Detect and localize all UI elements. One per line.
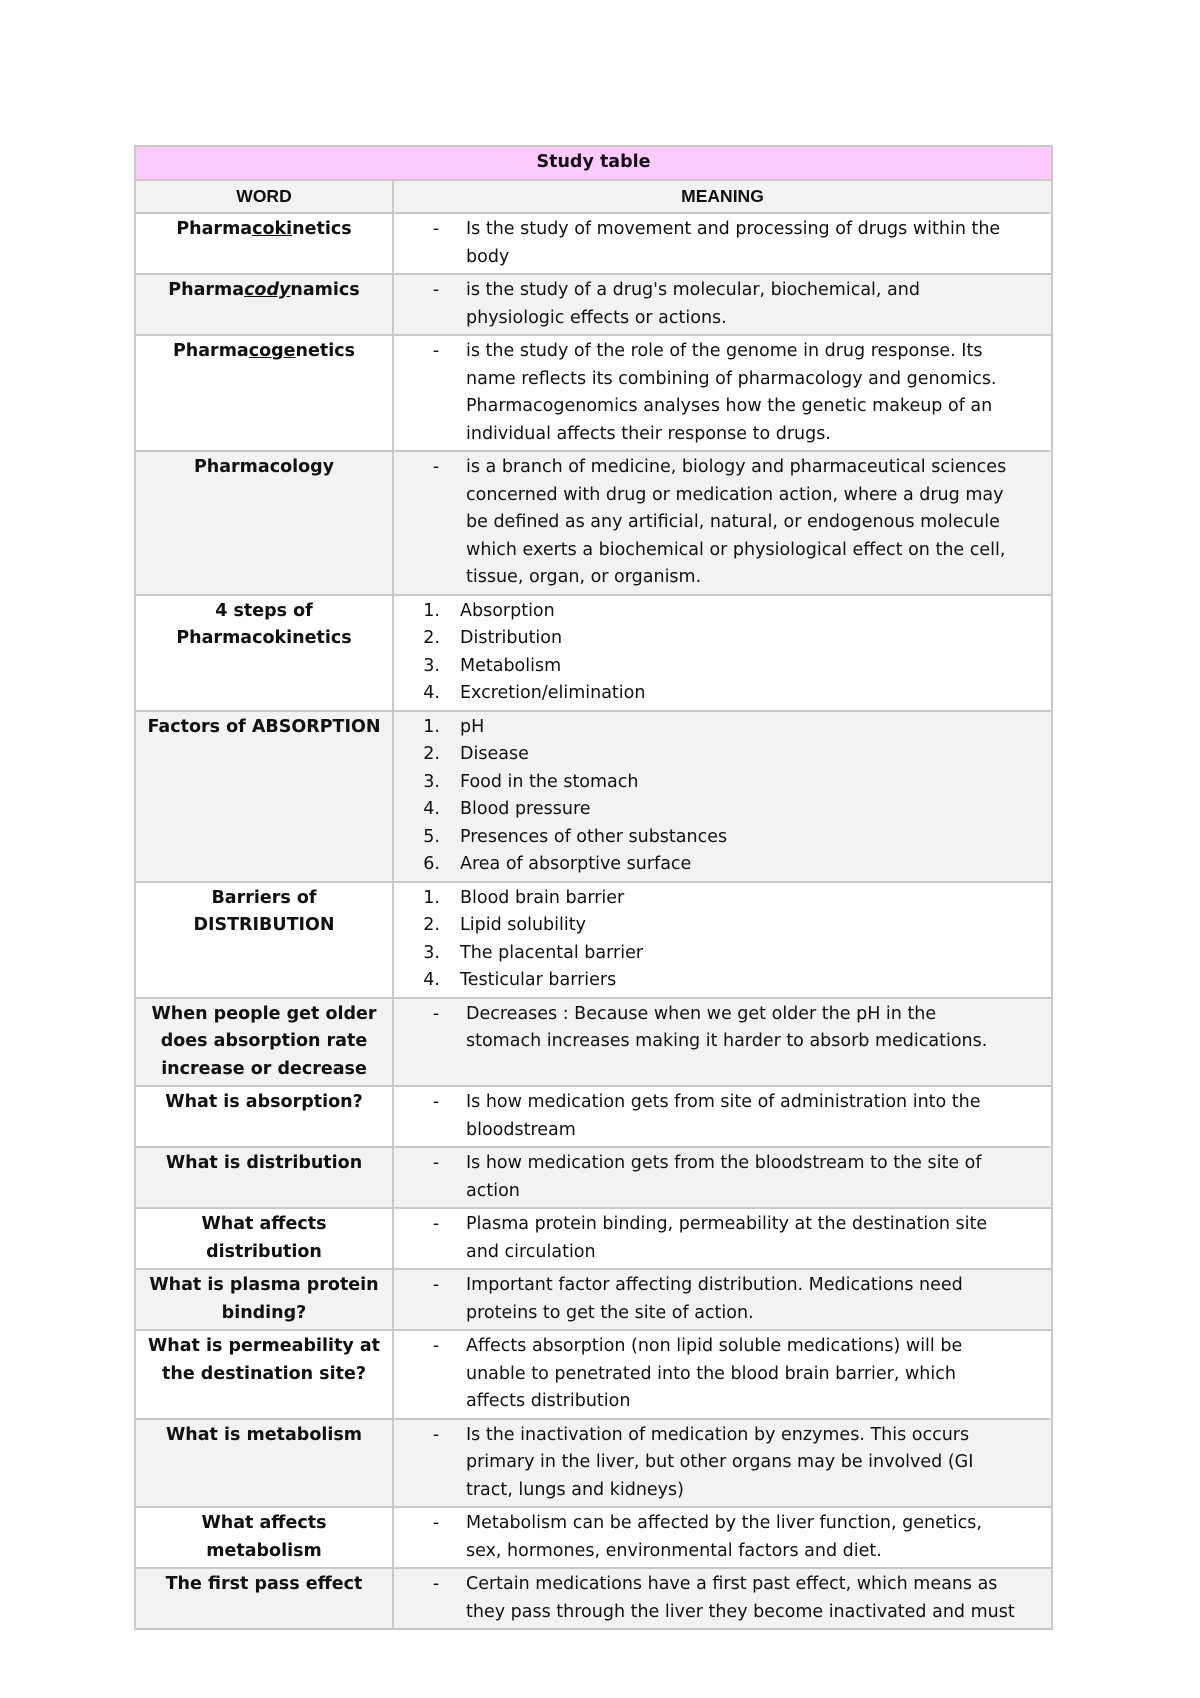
meaning-text: is the study of the role of the genome in drug response. Its name reflects its combining of pharmacology and genomics. Pharmacogenomics analyses how the genetic makeup of an individual affects their response to drugs. bbox=[466, 341, 997, 444]
table-row bbox=[135, 595, 1052, 711]
list-item bbox=[400, 741, 1045, 769]
list-number: 1. bbox=[423, 716, 440, 737]
term-cell bbox=[135, 595, 393, 711]
list-number: 3. bbox=[423, 942, 440, 963]
meaning-cell bbox=[393, 1147, 1052, 1208]
dash-marker: - bbox=[432, 280, 440, 300]
term-text: What is metabolism bbox=[165, 1424, 362, 1445]
list-item-text: The placental barrier bbox=[460, 942, 644, 963]
dash-marker: - bbox=[432, 1336, 440, 1356]
table-row bbox=[135, 1507, 1052, 1568]
meaning-cell bbox=[393, 213, 1052, 274]
table-row bbox=[135, 1568, 1052, 1629]
meaning-entry bbox=[400, 1422, 1045, 1505]
list-item bbox=[400, 769, 1045, 797]
meaning-text: Is the study of movement and processing of drugs within the body bbox=[466, 219, 1001, 267]
table-row bbox=[135, 213, 1052, 274]
term-italic-part: cody bbox=[244, 280, 291, 300]
meaning-entry bbox=[400, 454, 1045, 592]
list-item-text: Blood brain barrier bbox=[460, 887, 625, 908]
term-text: When people get older does absorption rate increase or decrease bbox=[151, 1003, 377, 1079]
table-row bbox=[135, 1269, 1052, 1330]
meaning-entry bbox=[400, 1089, 1045, 1144]
term-cell bbox=[135, 1269, 393, 1330]
list-item bbox=[400, 851, 1045, 879]
list-number: 4. bbox=[423, 799, 440, 819]
list-item-text: Area of absorptive surface bbox=[460, 854, 692, 874]
title-row bbox=[135, 146, 1052, 180]
table-row bbox=[135, 1330, 1052, 1419]
study-table bbox=[134, 145, 1053, 1630]
meaning-text: is a branch of medicine, biology and pharmaceutical sciences concerned with drug or medication action, where a drug may be defined as any artificial, natural, or endogenous molecule which exerts a biochemical or physiological effect on the cell, tissue, organ, or organism. bbox=[466, 457, 1007, 587]
list-item-text: Excretion/elimination bbox=[460, 683, 646, 703]
term-underlined-part bbox=[244, 280, 290, 300]
meaning-entry bbox=[400, 338, 1045, 448]
table-row bbox=[135, 1147, 1052, 1208]
meaning-cell bbox=[393, 595, 1052, 711]
term-text: What is plasma protein binding? bbox=[149, 1275, 379, 1323]
list-item-text: Metabolism bbox=[460, 655, 562, 676]
term-cell bbox=[135, 335, 393, 451]
numbered-list bbox=[400, 714, 1045, 879]
dash-marker: - bbox=[432, 1003, 440, 1024]
term-cell bbox=[135, 1568, 393, 1629]
list-item-text: Food in the stomach bbox=[460, 771, 639, 792]
column-header-word: WORD bbox=[135, 180, 393, 214]
term-text: Factors of ABSORPTION bbox=[147, 716, 381, 737]
table-row bbox=[135, 274, 1052, 335]
term-text: Barriers of DISTRIBUTION bbox=[193, 887, 335, 935]
list-item bbox=[400, 714, 1045, 742]
list-number: 2. bbox=[423, 628, 440, 648]
meaning-text: Metabolism can be affected by the liver function, genetics, sex, hormones, environmental factors and diet. bbox=[466, 1513, 982, 1561]
dash-marker: - bbox=[432, 1153, 440, 1173]
table-row bbox=[135, 1419, 1052, 1508]
header-row bbox=[135, 180, 1052, 214]
meaning-entry bbox=[400, 1150, 1045, 1205]
table-row bbox=[135, 711, 1052, 882]
meaning-entry bbox=[400, 1333, 1045, 1416]
dash-marker: - bbox=[432, 1424, 440, 1445]
term-cell bbox=[135, 1086, 393, 1147]
table-row bbox=[135, 335, 1052, 451]
list-number: 1. bbox=[423, 600, 440, 621]
table-body bbox=[135, 213, 1052, 1629]
list-number: 2. bbox=[423, 744, 440, 764]
list-item bbox=[400, 796, 1045, 824]
meaning-entry bbox=[400, 277, 1045, 332]
term-cell bbox=[135, 711, 393, 882]
meaning-cell bbox=[393, 451, 1052, 595]
meaning-cell bbox=[393, 1507, 1052, 1568]
term-part: Pharma bbox=[176, 219, 253, 239]
term-text: What is absorption? bbox=[165, 1092, 363, 1112]
dash-marker: - bbox=[432, 457, 440, 477]
meaning-text: Is how medication gets from the bloodstream to the site of action bbox=[466, 1153, 982, 1201]
list-item-text: Absorption bbox=[460, 600, 555, 621]
meaning-cell bbox=[393, 274, 1052, 335]
column-header-meaning: MEANING bbox=[393, 180, 1052, 214]
term-part: Pharma bbox=[172, 341, 249, 361]
meaning-text: Plasma protein binding, permeability at the destination site and circulation bbox=[466, 1214, 988, 1262]
list-number: 1. bbox=[423, 887, 440, 908]
list-item-text: Presences of other substances bbox=[460, 826, 728, 847]
meaning-entry bbox=[400, 1001, 1045, 1056]
meaning-text: Is how medication gets from site of administration into the bloodstream bbox=[466, 1092, 981, 1140]
term-cell bbox=[135, 451, 393, 595]
list-item-text: pH bbox=[460, 716, 485, 737]
dash-marker: - bbox=[432, 1214, 440, 1234]
numbered-list bbox=[400, 885, 1045, 995]
list-item bbox=[400, 967, 1045, 995]
term-cell bbox=[135, 1419, 393, 1508]
meaning-cell bbox=[393, 1568, 1052, 1629]
list-number: 3. bbox=[423, 771, 440, 792]
term-text: 4 steps of Pharmacokinetics bbox=[176, 600, 352, 648]
list-item-text: Disease bbox=[460, 744, 529, 764]
meaning-text: is the study of a drug's molecular, biochemical, and physiologic effects or actions. bbox=[466, 280, 920, 328]
meaning-entry bbox=[400, 216, 1045, 271]
table-row bbox=[135, 1208, 1052, 1269]
meaning-cell bbox=[393, 882, 1052, 998]
meaning-cell bbox=[393, 1086, 1052, 1147]
meaning-text: Is the inactivation of medication by enzymes. This occurs primary in the liver, but other organs may be involved (GI tract, lungs and kidneys) bbox=[466, 1424, 974, 1500]
meaning-cell bbox=[393, 1208, 1052, 1269]
meaning-entry bbox=[400, 1272, 1045, 1327]
dash-marker: - bbox=[432, 1513, 440, 1533]
table-row bbox=[135, 451, 1052, 595]
table-title: Study table bbox=[135, 146, 1052, 180]
term-part: netics bbox=[295, 341, 356, 361]
numbered-list bbox=[400, 598, 1045, 708]
meaning-cell bbox=[393, 1330, 1052, 1419]
meaning-cell bbox=[393, 998, 1052, 1087]
list-item bbox=[400, 824, 1045, 852]
list-item bbox=[400, 625, 1045, 653]
meaning-entry bbox=[400, 1571, 1045, 1626]
term-cell bbox=[135, 213, 393, 274]
meaning-entry bbox=[400, 1211, 1045, 1266]
term-part: namics bbox=[290, 280, 360, 300]
term-cell bbox=[135, 274, 393, 335]
term-cell bbox=[135, 1208, 393, 1269]
meaning-entry bbox=[400, 1510, 1045, 1565]
term-cell bbox=[135, 1330, 393, 1419]
list-item bbox=[400, 598, 1045, 626]
list-number: 6. bbox=[423, 854, 440, 874]
list-item bbox=[400, 912, 1045, 940]
list-item-text: Distribution bbox=[460, 628, 563, 648]
term-text: What affects metabolism bbox=[201, 1513, 327, 1561]
term-cell bbox=[135, 1507, 393, 1568]
term-underlined-part: coki bbox=[252, 219, 293, 239]
term-text: What affects distribution bbox=[201, 1214, 327, 1262]
table-row bbox=[135, 1086, 1052, 1147]
list-number: 2. bbox=[423, 915, 440, 935]
term-cell bbox=[135, 882, 393, 998]
list-item bbox=[400, 940, 1045, 968]
list-item bbox=[400, 653, 1045, 681]
meaning-text: Decreases : Because when we get older the pH in the stomach increases making it harder to absorb medications. bbox=[466, 1003, 988, 1051]
dash-marker: - bbox=[432, 1092, 440, 1112]
list-item bbox=[400, 680, 1045, 708]
meaning-text: Important factor affecting distribution. Medications need proteins to get the site of action. bbox=[466, 1275, 963, 1323]
table-row bbox=[135, 882, 1052, 998]
term-part: Pharma bbox=[168, 280, 245, 300]
list-item-text: Lipid solubility bbox=[460, 915, 586, 935]
term-text: What is permeability at the destination site? bbox=[147, 1336, 381, 1384]
meaning-cell bbox=[393, 1269, 1052, 1330]
list-item-text: Testicular barriers bbox=[460, 970, 617, 990]
meaning-text: Certain medications have a first past effect, which means as they pass through the liver they become inactivated and must bbox=[466, 1574, 1015, 1622]
list-number: 4. bbox=[423, 683, 440, 703]
term-part: netics bbox=[292, 219, 352, 239]
term-text: The first pass effect bbox=[165, 1574, 363, 1594]
term-text: Pharmacology bbox=[193, 457, 335, 477]
dash-marker: - bbox=[432, 1574, 440, 1594]
dash-marker: - bbox=[432, 1275, 440, 1295]
list-item bbox=[400, 885, 1045, 913]
list-number: 3. bbox=[423, 655, 440, 676]
table-row bbox=[135, 998, 1052, 1087]
term-cell bbox=[135, 1147, 393, 1208]
term-cell bbox=[135, 998, 393, 1087]
meaning-cell bbox=[393, 335, 1052, 451]
meaning-cell bbox=[393, 1419, 1052, 1508]
list-number: 5. bbox=[423, 826, 440, 847]
dash-marker: - bbox=[432, 341, 440, 361]
term-underlined-part: coge bbox=[248, 341, 296, 361]
dash-marker: - bbox=[432, 219, 440, 239]
meaning-text: Affects absorption (non lipid soluble medications) will be unable to penetrated into the blood brain barrier, which affects distribution bbox=[466, 1336, 963, 1411]
term-text: What is distribution bbox=[165, 1153, 363, 1173]
list-number: 4. bbox=[423, 970, 440, 990]
meaning-cell bbox=[393, 711, 1052, 882]
list-item-text: Blood pressure bbox=[460, 799, 591, 819]
